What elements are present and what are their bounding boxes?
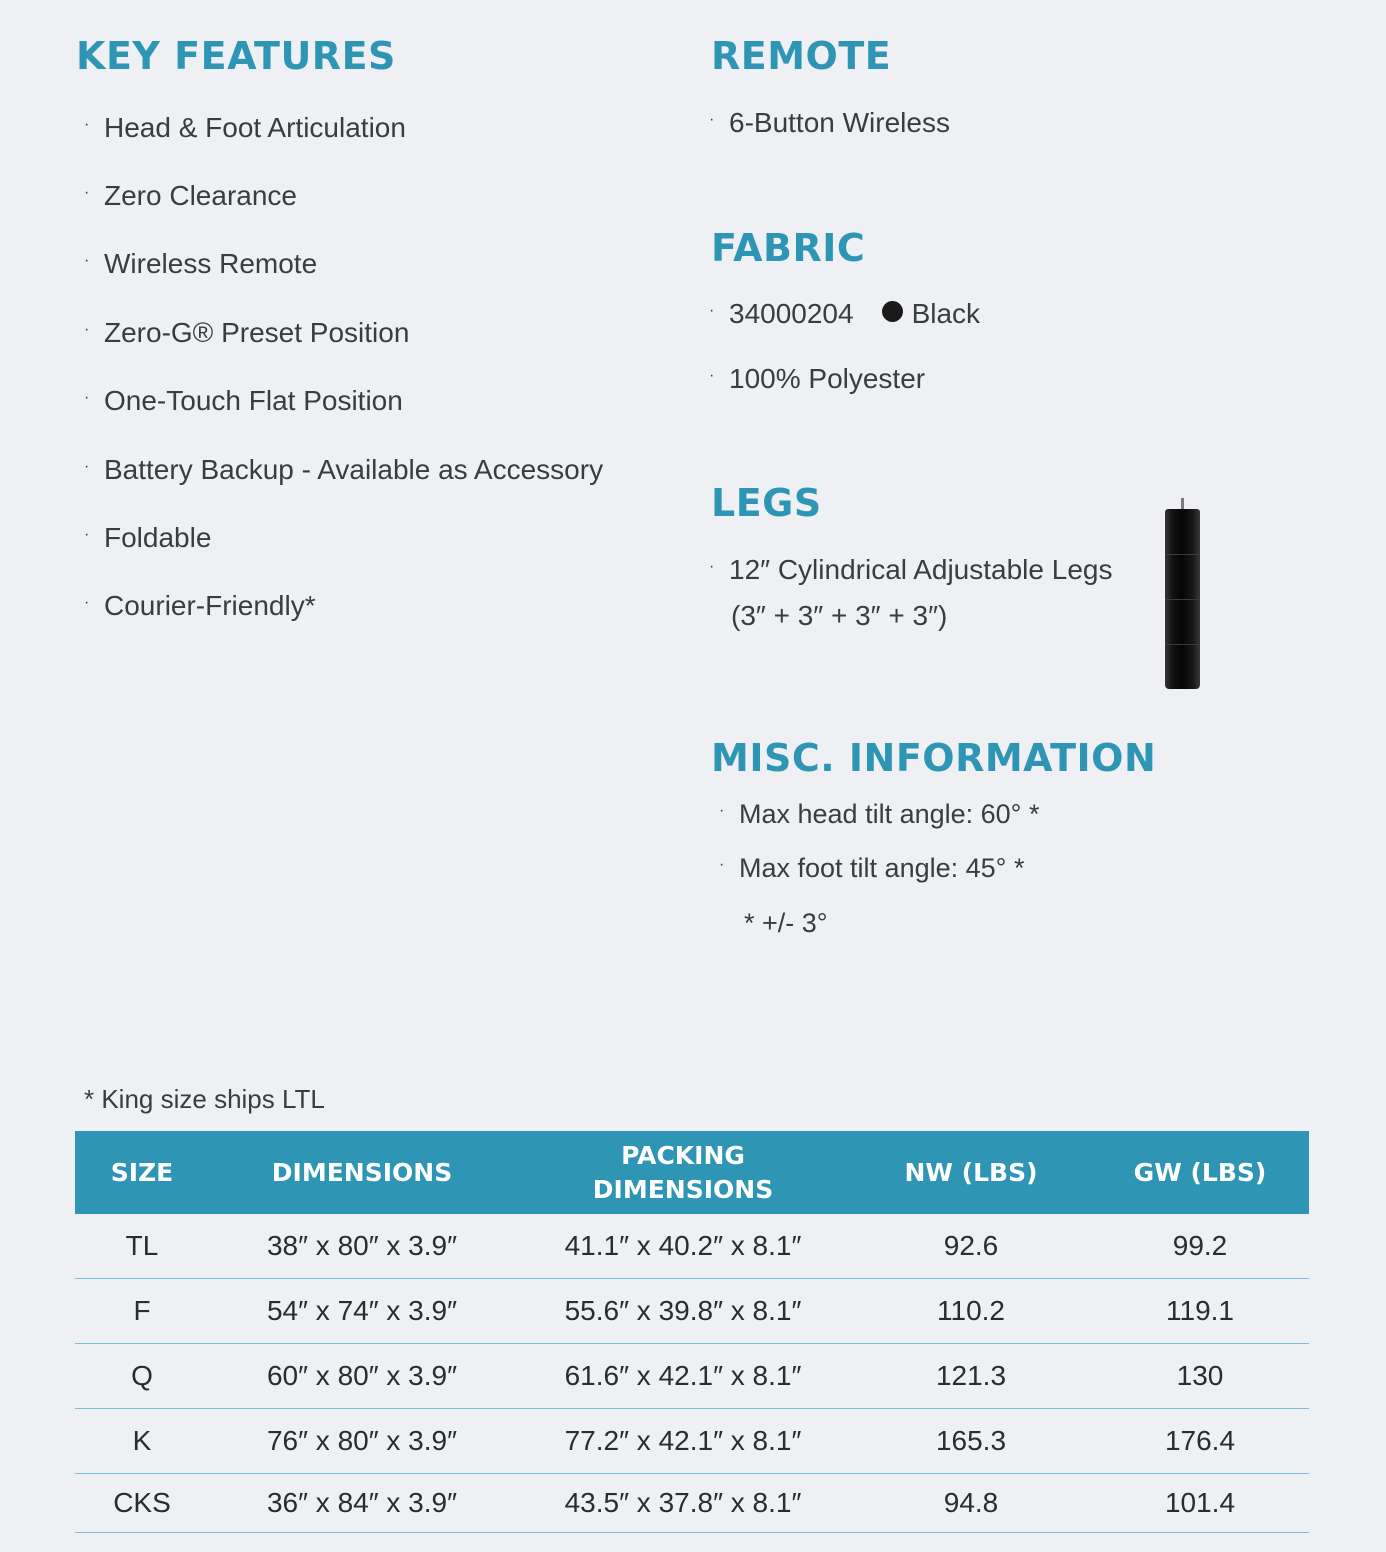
cell-gw: 119.1 — [1166, 1295, 1234, 1326]
footnote: * King size ships LTL — [84, 1084, 325, 1114]
cell-dimensions: 76″ x 80″ x 3.9″ — [266, 1425, 458, 1456]
column-header-packing-line2: DIMENSIONS — [592, 1174, 774, 1204]
bullet-icon: · — [719, 856, 725, 873]
bullet-icon: · — [84, 116, 90, 133]
fabric-material-item — [709, 365, 925, 393]
cell-nw: 92.6 — [943, 1230, 999, 1261]
bullet-icon: · — [709, 367, 715, 384]
remote-item — [709, 109, 950, 137]
column-header-dimensions: DIMENSIONS — [271, 1157, 453, 1187]
feature-text: Head & Foot Articulation — [104, 112, 406, 143]
bullet-icon: · — [84, 594, 90, 611]
cell-nw: 121.3 — [935, 1360, 1007, 1391]
column-header-packing-dimensions — [515, 1139, 851, 1207]
feature-text: Zero-G® Preset Position — [104, 317, 410, 348]
column-header-packing-line1: PACKING — [621, 1140, 745, 1170]
bullet-icon: · — [84, 321, 90, 338]
table-row — [75, 1344, 1309, 1409]
feature-item — [84, 182, 297, 210]
cell-packing-dimensions: 55.6″ x 39.8″ x 8.1″ — [564, 1295, 802, 1326]
misc-heading: MISC. INFORMATION — [711, 736, 1157, 780]
cell-dimensions: 60″ x 80″ x 3.9″ — [266, 1360, 458, 1391]
key-features-heading: KEY FEATURES — [76, 34, 396, 78]
bullet-icon: · — [709, 558, 715, 575]
cell-gw: 130 — [1176, 1360, 1224, 1391]
cell-nw: 110.2 — [937, 1295, 1005, 1326]
fabric-heading: FABRIC — [711, 226, 866, 270]
table-row — [75, 1409, 1309, 1474]
cell-size: CKS — [113, 1487, 171, 1518]
cell-packing-dimensions: 43.5″ x 37.8″ x 8.1″ — [564, 1487, 802, 1518]
feature-text: Wireless Remote — [104, 248, 318, 279]
column-header-size: SIZE — [110, 1157, 174, 1187]
feature-item — [84, 250, 317, 278]
feature-item — [84, 592, 316, 620]
feature-text: Zero Clearance — [104, 180, 297, 211]
remote-heading: REMOTE — [711, 34, 892, 78]
bullet-icon: · — [709, 302, 715, 319]
fabric-code: 34000204 — [729, 298, 854, 329]
cell-packing-dimensions: 77.2″ x 42.1″ x 8.1″ — [564, 1425, 802, 1456]
bullet-icon: · — [84, 252, 90, 269]
remote-text: 6-Button Wireless — [729, 107, 950, 138]
column-header-nw: NW (LBS) — [904, 1157, 1038, 1187]
feature-item — [84, 319, 409, 347]
table-row — [75, 1279, 1309, 1344]
feature-text: Courier-Friendly* — [104, 590, 316, 621]
misc-note: * +/- 3° — [744, 908, 828, 938]
table-row — [75, 1214, 1309, 1279]
bullet-icon: · — [84, 184, 90, 201]
fabric-material: 100% Polyester — [729, 363, 926, 394]
cell-nw: 94.8 — [943, 1487, 999, 1518]
cell-gw: 176.4 — [1164, 1425, 1236, 1456]
bullet-icon: · — [709, 111, 715, 128]
misc-item — [719, 855, 1024, 882]
misc-item — [719, 801, 1039, 828]
table-header — [75, 1131, 1309, 1214]
cell-size: TL — [125, 1230, 159, 1261]
cell-gw: 99.2 — [1172, 1230, 1228, 1261]
bullet-icon: · — [84, 526, 90, 543]
cell-nw: 165.3 — [935, 1425, 1007, 1456]
misc-text: Max foot tilt angle: 45° * — [739, 853, 1025, 883]
spec-table — [75, 1131, 1309, 1533]
bullet-icon: · — [84, 389, 90, 406]
cell-dimensions: 54″ x 74″ x 3.9″ — [266, 1295, 458, 1326]
cell-size: F — [133, 1295, 151, 1326]
fabric-code-item — [709, 300, 980, 328]
legs-heading: LEGS — [711, 481, 822, 525]
legs-text: 12″ Cylindrical Adjustable Legs — [729, 554, 1113, 585]
column-header-gw: GW (LBS) — [1133, 1157, 1267, 1187]
cell-dimensions: 36″ x 84″ x 3.9″ — [266, 1487, 458, 1518]
feature-text: Foldable — [104, 522, 212, 553]
table-row — [75, 1474, 1309, 1533]
feature-item — [84, 387, 403, 415]
legs-item — [709, 556, 1112, 584]
cell-packing-dimensions: 41.1″ x 40.2″ x 8.1″ — [564, 1230, 802, 1261]
cell-size: K — [132, 1425, 152, 1456]
legs-item-continued: (3″ + 3″ + 3″ + 3″) — [731, 600, 948, 631]
fabric-color-name: Black — [911, 298, 981, 329]
feature-item — [84, 524, 211, 552]
cell-size: Q — [131, 1360, 153, 1391]
cylindrical-leg-icon — [1163, 498, 1203, 692]
misc-text: Max head tilt angle: 60° * — [739, 799, 1040, 829]
fabric-color-swatch-icon — [882, 301, 903, 322]
feature-text: Battery Backup - Available as Accessory — [104, 454, 604, 485]
bullet-icon: · — [84, 458, 90, 475]
feature-text: One-Touch Flat Position — [104, 385, 403, 416]
cell-packing-dimensions: 61.6″ x 42.1″ x 8.1″ — [564, 1360, 802, 1391]
cell-gw: 101.4 — [1164, 1487, 1236, 1518]
bullet-icon: · — [719, 802, 725, 819]
cell-dimensions: 38″ x 80″ x 3.9″ — [266, 1230, 458, 1261]
feature-item — [84, 456, 603, 484]
feature-item — [84, 114, 406, 142]
